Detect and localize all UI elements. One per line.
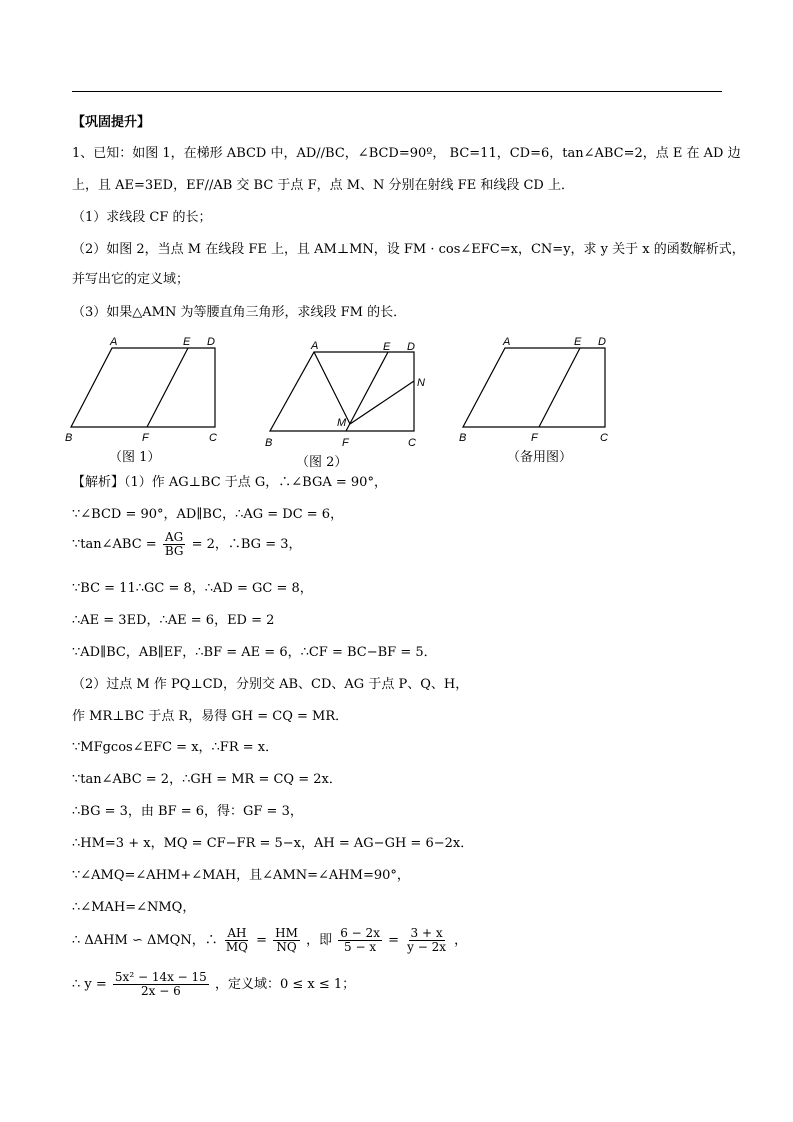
- label-A: A: [311, 340, 319, 352]
- figure-2-caption: （图 2）: [296, 455, 348, 470]
- label-A: A: [110, 336, 118, 348]
- figure-2: [260, 332, 435, 452]
- segment-am: [314, 352, 350, 424]
- figure-3-caption: （备用图）: [507, 450, 573, 465]
- figure-3: [455, 332, 625, 452]
- fraction-numerator: 5x² − 14x − 15: [114, 970, 207, 984]
- fraction-numerator: AG: [165, 530, 184, 544]
- fraction-denominator: NQ: [276, 940, 297, 954]
- label-D: D: [407, 341, 415, 353]
- fraction-denominator: 2x − 6: [141, 984, 181, 998]
- segment-ef: [346, 352, 388, 431]
- label-M: M: [337, 417, 347, 429]
- label-C: C: [600, 432, 608, 444]
- fraction-3-x: [405, 927, 448, 954]
- fraction-ag-bg: [163, 531, 186, 558]
- solution-line-6: ∵AD∥BC，AB∥EF，∴BF = AE = 6，∴CF = BC−BF = 5．: [72, 645, 437, 660]
- solution-line-12: ∴HM=3 + x，MQ = CF−FR = 5−x，AH = AG−GH = 6−2x．: [72, 836, 474, 851]
- solution-line-15: [72, 926, 467, 956]
- label-B: B: [265, 437, 273, 449]
- fraction-ah-mq: [224, 927, 250, 954]
- solution-line-14: ∴∠MAH=∠NMQ，: [72, 900, 196, 915]
- solution-line-3-pre: ∵tan∠ABC =: [72, 537, 157, 552]
- solution-line-5: ∴AE = 3ED，∴AE = 6，ED = 2: [72, 613, 275, 628]
- solution-line-13: ∵∠AMQ=∠AHM+∠MAH，且∠AMN=∠AHM=90°，: [72, 868, 410, 883]
- fraction-hm-nq: [273, 927, 300, 954]
- trapezoid-abcd: [71, 348, 215, 427]
- fraction-denominator: 5 − x: [344, 940, 377, 954]
- question-1: （1）求线段 CF 的长；: [72, 210, 212, 225]
- fraction-denominator: BG: [164, 544, 184, 558]
- solution-line-3: [72, 530, 302, 560]
- equals-sign: =: [256, 933, 268, 948]
- section-heading: 【巩固提升】: [72, 115, 151, 130]
- label-B: B: [459, 432, 467, 444]
- fraction-numerator: 6 − 2x: [340, 926, 380, 940]
- label-D: D: [207, 336, 215, 348]
- solution-line-2: ∵∠BCD = 90°，AD∥BC，∴AG = DC = 6，: [72, 507, 344, 522]
- solution-line-16-post: ，定义域：0 ≤ x ≤ 1；: [214, 977, 356, 992]
- figure-1-caption: （图 1）: [109, 450, 161, 465]
- top-rule: [72, 91, 722, 92]
- solution-line-3-post: = 2，∴BG = 3，: [191, 537, 302, 552]
- label-C: C: [209, 432, 217, 444]
- label-F: F: [342, 437, 349, 449]
- solution-line-4: ∵BC = 11∴GC = 8，∴AD = GC = 8，: [72, 581, 313, 596]
- label-E: E: [183, 336, 191, 348]
- figure-1: [60, 332, 230, 452]
- solution-line-9: ∵MFgcos∠EFC = x，∴FR = x．: [72, 740, 279, 755]
- label-N: N: [417, 377, 425, 389]
- label-A: A: [503, 336, 511, 348]
- solution-line-1: 【解析】（1）作 AG⊥BC 于点 G，∴∠BGA = 90°，: [72, 475, 387, 490]
- solution-line-7: （2）过点 M 作 PQ⊥CD，分别交 AB、CD、AG 于点 P、Q、H，: [72, 677, 469, 692]
- solution-line-8: 作 MR⊥BC 于点 R，易得 GH = CQ = MR．: [72, 709, 349, 724]
- solution-line-16-pre: ∴ y =: [72, 977, 107, 992]
- equals-sign: =: [388, 933, 400, 948]
- fraction-numerator: AH: [227, 926, 247, 940]
- label-D: D: [598, 336, 606, 348]
- segment-mn: [350, 381, 414, 424]
- question-2a: （2）如图 2，当点 M 在线段 FE 上，且 AM⊥MN，设 FM · cos∠EFC=x，CN=y，求 y 关于 x 的函数解析式，: [72, 242, 745, 257]
- problem-line-2: 上，且 AE=3ED，EF//AB 交 BC 于点 F，点 M、N 分别在射线 FE 和线段 CD 上．: [72, 178, 574, 193]
- fraction-y-expression: [113, 971, 209, 998]
- trapezoid-abcd: [463, 348, 605, 427]
- fraction-numerator: HM: [275, 926, 298, 940]
- solution-line-16: [72, 970, 355, 1000]
- solution-line-15-end: ，: [454, 933, 468, 948]
- segment-ef: [539, 348, 580, 427]
- fraction-denominator: y − 2x: [407, 940, 447, 954]
- question-3: （3）如果△AMN 为等腰直角三角形，求线段 FM 的长．: [72, 305, 407, 320]
- solution-line-10: ∵tan∠ABC = 2，∴GH = MR = CQ = 2x．: [72, 772, 342, 787]
- solution-line-15-mid: ，即: [306, 933, 333, 948]
- question-2b: 并写出它的定义域；: [72, 272, 190, 287]
- label-C: C: [408, 437, 416, 449]
- fraction-6-2x: [338, 927, 382, 954]
- problem-line-1: 1、已知：如图 1，在梯形 ABCD 中，AD//BC，∠BCD=90º， BC=11，CD=6，tan∠ABC=2，点 E 在 AD 边: [72, 146, 741, 161]
- label-F: F: [142, 432, 149, 444]
- fraction-denominator: MQ: [225, 940, 248, 954]
- label-E: E: [383, 341, 391, 353]
- solution-line-15-pre: ∴ ΔAHM ∽ ΔMQN，∴: [72, 933, 218, 948]
- label-B: B: [65, 432, 73, 444]
- label-E: E: [574, 336, 582, 348]
- solution-line-11: ∴BG = 3，由 BF = 6，得：GF = 3，: [72, 804, 303, 819]
- fraction-numerator: 3 + x: [410, 926, 443, 940]
- label-F: F: [531, 432, 538, 444]
- segment-ef: [147, 348, 188, 427]
